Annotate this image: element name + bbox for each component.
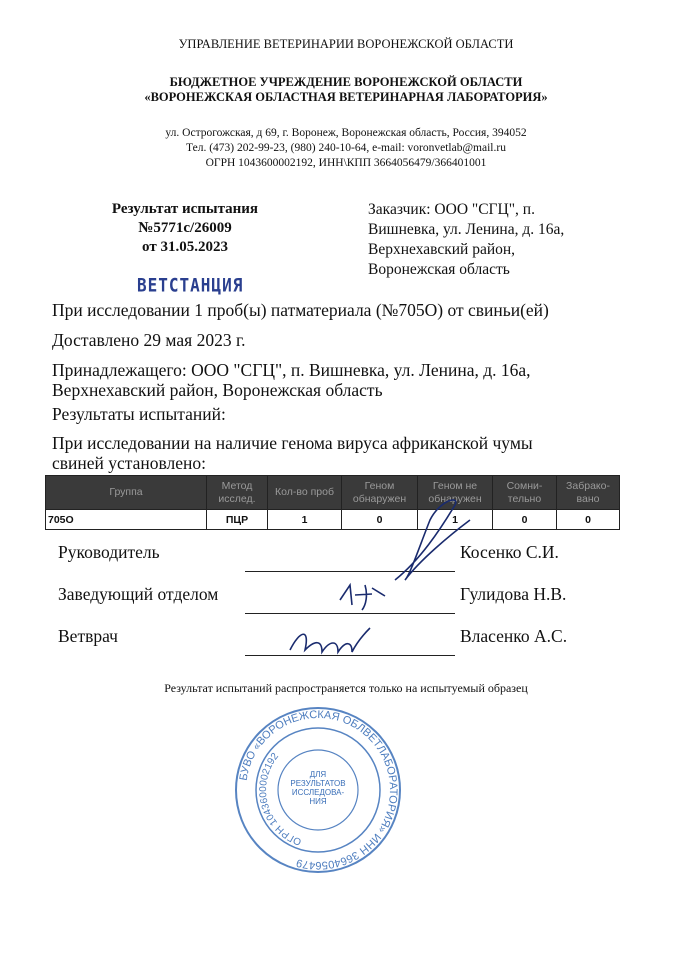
findings-line: При исследовании на наличие генома вируса африканской чумы bbox=[52, 433, 533, 453]
cell-doubtful: 0 bbox=[493, 510, 557, 530]
seal-inner-path: ОГРН 1043600002192 bbox=[258, 751, 304, 848]
signature-role: Руководитель bbox=[58, 542, 160, 562]
col-header: Метод исслед. bbox=[207, 476, 268, 510]
result-number: №5771с/26009 bbox=[138, 220, 232, 236]
contacts: Тел. (473) 202-99-23, (980) 240-10-64, e-mail: voronvetlab@mail.ru bbox=[186, 142, 506, 154]
footer-note: Результат испытаний распространяется только на испытуемый образец bbox=[164, 681, 528, 695]
customer-line: Воронежская область bbox=[368, 261, 510, 278]
seal-outer-path: БУВО «ВОРОНЕЖСКАЯ ОБЛВЕТЛАБОРАТОРИЯ» ИНН 3664056479 bbox=[237, 708, 400, 872]
findings-line: свиней установлено: bbox=[52, 453, 207, 473]
signature-role: Заведующий отделом bbox=[58, 584, 219, 604]
owner-line: Верхнехавский район, Воронежская область bbox=[52, 380, 383, 400]
signature-name: Власенко А.С. bbox=[460, 626, 568, 646]
col-header: Сомни-тельно bbox=[493, 476, 557, 510]
cell-count: 1 bbox=[268, 510, 342, 530]
registration: ОГРН 1043600002192, ИНН\КПП 3664056479/366401001 bbox=[205, 157, 487, 169]
customer-line: Заказчик: ООО "СГЦ", п. bbox=[368, 201, 535, 218]
col-header: Группа bbox=[46, 476, 207, 510]
signature-vet bbox=[290, 628, 370, 652]
org-line-2: «ВОРОНЕЖСКАЯ ОБЛАСТНАЯ ВЕТЕРИНАРНАЯ ЛАБОРАТОРИЯ» bbox=[144, 90, 548, 104]
signature-name: Гулидова Н.В. bbox=[460, 584, 567, 604]
owner-line: Принадлежащего: ООО "СГЦ", п. Вишневка, ул. Ленина, д. 16а, bbox=[52, 360, 531, 380]
cell-group: 705О bbox=[46, 510, 207, 530]
cell-detected: 0 bbox=[342, 510, 418, 530]
signature-head bbox=[340, 585, 385, 610]
col-header: Забрако-вано bbox=[557, 476, 620, 510]
result-date: от 31.05.2023 bbox=[142, 239, 228, 255]
body-delivered: Доставлено 29 мая 2023 г. bbox=[52, 330, 246, 350]
cell-not-detected: 1 bbox=[418, 510, 493, 530]
signature-name: Косенко С.И. bbox=[460, 542, 559, 562]
col-header: Кол-во проб bbox=[268, 476, 342, 510]
seal-center-text: ДЛЯ РЕЗУЛЬТАТОВ ИССЛЕДОВА- НИЯ bbox=[290, 770, 346, 806]
cell-method: ПЦР bbox=[207, 510, 268, 530]
cell-rejected: 0 bbox=[557, 510, 620, 530]
signature-role: Ветврач bbox=[58, 626, 118, 646]
signature-director bbox=[395, 500, 470, 580]
body-samples: При исследовании 1 проб(ы) патматериала (№705О) от свиньи(ей) bbox=[52, 300, 549, 320]
authority-header: УПРАВЛЕНИЕ ВЕТЕРИНАРИИ ВОРОНЕЖСКОЙ ОБЛАСТИ bbox=[178, 37, 514, 51]
col-header: Геном обнаружен bbox=[342, 476, 418, 510]
address: ул. Острогожская, д 69, г. Воронеж, Воронежская область, Россия, 394052 bbox=[165, 127, 527, 139]
col-header: Геном не обнаружен bbox=[418, 476, 493, 510]
customer-line: Вишневка, ул. Ленина, д. 16а, bbox=[368, 221, 565, 238]
body-results-label: Результаты испытаний: bbox=[52, 404, 226, 424]
handwritten-signatures bbox=[290, 500, 470, 652]
result-title: Результат испытания bbox=[111, 201, 259, 217]
org-line-1: БЮДЖЕТНОЕ УЧРЕЖДЕНИЕ ВОРОНЕЖСКОЙ ОБЛАСТИ bbox=[169, 75, 523, 89]
station-stamp: ВЕТСТАНЦИЯ bbox=[137, 274, 244, 297]
customer-line: Верхнехавский район, bbox=[368, 241, 516, 258]
